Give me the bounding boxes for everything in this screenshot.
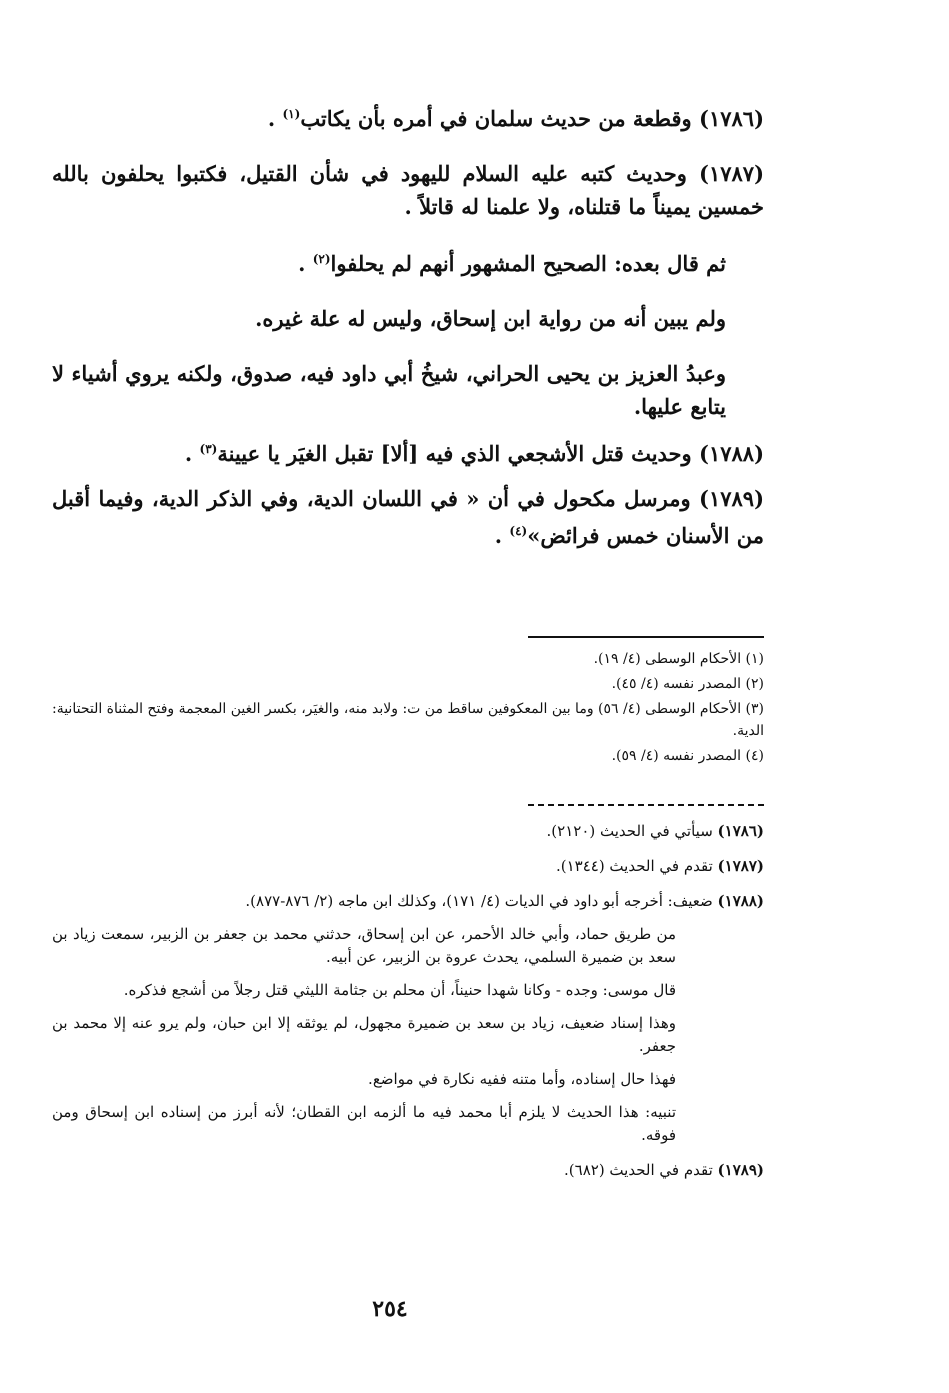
takhrij-text: تقدم في الحديث (١٣٤٤). (555, 857, 713, 875)
entry-1789 (52, 482, 764, 552)
footnote-text: المصدر نفسه (٤/ ٥٩). (611, 748, 742, 764)
hadith-number: (١٧٨٧) (717, 857, 764, 875)
main-text (52, 98, 764, 552)
entry-text: ولم يبين أنه من رواية ابن إسحاق، وليس له علة غيره. (255, 306, 726, 331)
takhrij-text: وهذا إسناد ضعيف، زياد بن سعد بن ضميرة مجهول، لم يوثقه إلا ابن حبان، ولم يرو عنه إلا محمد بن جعفر. (52, 1014, 676, 1055)
paragraph-abdulaziz (52, 357, 764, 423)
footnote-number: (٣) (745, 701, 764, 717)
footnote-2 (52, 673, 764, 695)
footnote-text: المصدر نفسه (٤/ ٤٥). (611, 676, 742, 692)
hadith-number: (١٧٨٦) (699, 106, 764, 131)
takhrij-tanbih (52, 1101, 764, 1147)
entry-1788 (52, 433, 764, 470)
footnote-ref: (٢) (312, 252, 331, 266)
takhrij-notes (52, 820, 764, 1182)
paragraph-qala (52, 243, 764, 280)
footnote-ref: (٤) (509, 524, 528, 538)
footnote-ref: (١) (282, 107, 301, 121)
footnote-1 (52, 648, 764, 670)
paragraph-lam-yubayyin (52, 302, 764, 335)
entry-text: وحديث قتل الأشجعي الذي فيه [ألا] تقبل الغيَر يا عيينة (217, 441, 692, 466)
takhrij-1788 (52, 890, 764, 913)
takhrij-text: سيأتي في الحديث (٢١٢٠). (546, 822, 713, 840)
footnote-number: (٢) (745, 676, 764, 692)
takhrij-1789 (52, 1159, 764, 1182)
takhrij-text: تقدم في الحديث (٦٨٢). (564, 1161, 713, 1179)
takhrij-text: تنبيه: هذا الحديث لا يلزم أبا محمد فيه ما ألزمه ابن القطان؛ لأنه أبرز من إسناده ابن إسحاق ومن فوقه. (52, 1103, 676, 1144)
entry-tail: . (267, 106, 276, 131)
entry-text: ومرسل مكحول في أن « في اللسان الدية، وفي الذكر الدية، وفيما أقبل من الأسنان خمس فرائض» (52, 486, 764, 548)
takhrij-1786 (52, 820, 764, 843)
hadith-number: (١٧٨٩) (699, 486, 764, 511)
footnote-text: الأحكام الوسطى (٤/ ٥٦) وما بين المعكوفين ساقط من ت: ولابد منه، والغيَر، بكسر الغين المعجمة وفتح المثناة التحتانية: الدية. (51, 701, 764, 739)
hadith-number: (١٧٨٩) (717, 1161, 764, 1179)
footnote-number: (١) (745, 651, 764, 667)
takhrij-qala-musa (52, 979, 764, 1002)
takhrij-text: فهذا حال إسناده، وأما متنه ففيه نكارة في مواضع. (368, 1070, 676, 1088)
footnote-4 (52, 745, 764, 767)
entry-1786 (52, 98, 764, 135)
hadith-number: (١٧٨٨) (717, 892, 764, 910)
entry-text: وحديث كتبه عليه السلام لليهود في شأن القتيل، فكتبوا يحلفون بالله خمسين يميناً ما قتلناه، ولا علمنا له قاتلاً . (52, 161, 764, 219)
page-number: ٢٥٤ (372, 1296, 408, 1322)
hadith-number: (١٧٨٨) (699, 441, 764, 466)
footnote-separator (528, 636, 764, 638)
entry-text: وعبدُ العزيز بن يحيى الحراني، شيخُ أبي داود فيه، صدوق، ولكنه يروي أشياء لا يتابع عليها. (52, 361, 726, 419)
takhrij-text: من طريق حماد، وأبي خالد الأحمر، عن ابن إسحاق، حدثني محمد بن جعفر بن الزبير، سمعت زياد بن سعد بن ضميرة السلمي، يحدث عروة بن الزبير، عن أبيه. (52, 925, 676, 966)
footnote-ref: (٣) (199, 442, 218, 456)
footnotes (52, 648, 764, 767)
takhrij-text: ضعيف: أخرجه أبو داود في الديات (٤/ ١٧١)، وكذلك ابن ماجه (٢/ ٨٧٦-٨٧٧). (245, 892, 713, 910)
footnote-number: (٤) (745, 748, 764, 764)
entry-tail: . (494, 523, 503, 548)
takhrij-daif (52, 1012, 764, 1058)
entry-tail: . (184, 441, 193, 466)
footnote-text: الأحكام الوسطى (٤/ ١٩). (593, 651, 742, 667)
takhrij-text: قال موسى: وجده - وكانا شهدا حنيناً، أن محلم بن جثامة الليثي قتل رجلاً من أشجع فذكره. (123, 981, 676, 999)
hadith-number: (١٧٨٦) (717, 822, 764, 840)
entry-text: وقطعة من حديث سلمان في أمره بأن يكاتب (300, 106, 692, 131)
takhrij-isnad (52, 923, 764, 969)
entry-tail: . (298, 251, 306, 276)
takhrij-1787 (52, 855, 764, 878)
hadith-number: (١٧٨٧) (699, 161, 765, 186)
entry-text: ثم قال بعده: الصحيح المشهور أنهم لم يحلفوا (330, 251, 726, 276)
takhrij-separator (528, 804, 764, 806)
entry-1787 (52, 157, 764, 223)
footnote-3 (52, 698, 764, 742)
takhrij-hal-isnad (52, 1068, 764, 1091)
